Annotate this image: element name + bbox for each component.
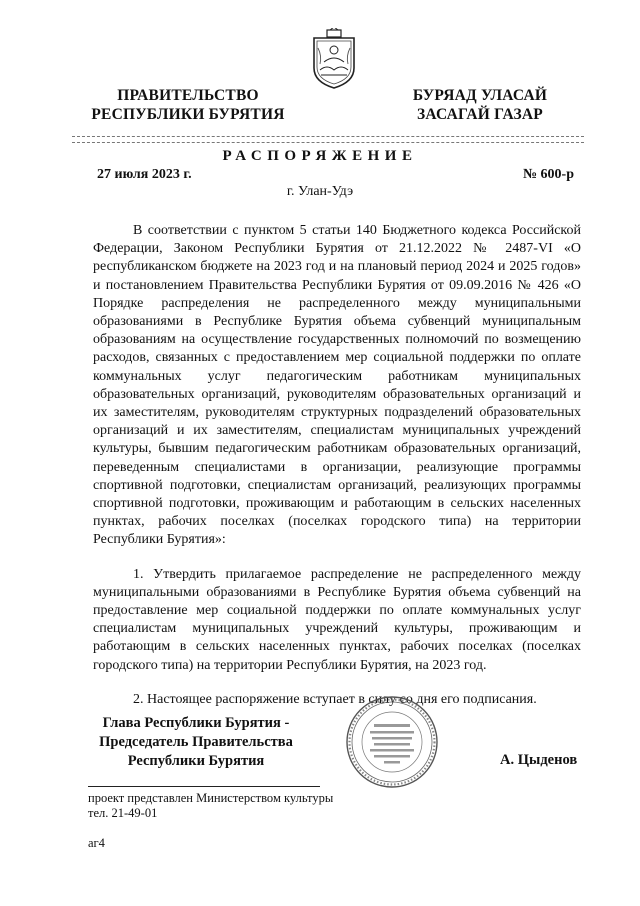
position-line-3: Республики Бурятия (127, 753, 265, 769)
item-1-paragraph: 1. Утвердить прилагаемое распределение не распределенного между муниципальными образованиями в Республике Бурятия объема субвенций на предоставление мер социальной поддержки по оплате коммунальных услуг специалистам муниципальных учреждений культуры, проживающим и работающим в сельских населенных пунктах, рабочих поселках (поселках городского типа) на территории Республики Бурятия, на 2023 год. (93, 566, 581, 673)
footer-note-line1: проект представлен Министерством культуры (88, 791, 334, 805)
position-line-2: Председатель Правительства (99, 734, 293, 750)
document-title: РАСПОРЯЖЕНИЕ (222, 148, 418, 164)
footer-divider (88, 786, 320, 787)
document-date: 27 июля 2023 г. (97, 167, 192, 182)
header-right-line1: БУРЯАД УЛАСАЙ (412, 87, 548, 104)
item-2-paragraph: 2. Настоящее распоряжение вступает в силу со дня его подписания. (133, 691, 537, 707)
official-seal-icon (344, 694, 440, 790)
document-code: аг4 (88, 836, 105, 850)
government-name-buryat (400, 86, 560, 124)
position-line-1: Глава Республики Бурятия - (102, 715, 290, 731)
document-number: № 600-р (522, 167, 574, 182)
footer-note (88, 791, 333, 821)
header-left-line2: РЕСПУБЛИКИ БУРЯТИЯ (91, 106, 285, 123)
signatory-name: А. Цыденов (500, 752, 578, 768)
government-name-russian (88, 86, 288, 124)
footer-note-line2: тел. 21-49-01 (88, 806, 158, 820)
preamble-paragraph: В соответствии с пунктом 5 статьи 140 Бюджетного кодекса Российской Федерации, Законом Республики Бурятия от 21.12.2022 № 2487-VI «О республиканском бюджете на 2023 год и на плановый период 2024 и 2025 годов» и постановлением Правительства Республики Бурятия от 09.09.2016 № 426 «О Порядке распределения не распределенного между муниципальными образованиями в Республике Бурятия объема субвенций муниципальным образованиям на осуществление государственных полномочий по возмещению расходов, связанных с предоставлением мер социальной поддержки по оплате коммунальных услуг педагогическим работникам муниципальных образовательных организаций, руководителям образовательных организаций и их заместителям, руководителям структурных подразделений образовательных организаций и их заместителям, специалистам муниципальных учреждений культуры, бывшим педагогическим работникам образовательных организаций, переведенным специалистами в организации, реализующие программы спортивной подготовки, специалистам организаций, реализующих программы спортивной подготовки, проживающим и работающим в сельских населенных пунктах, рабочих поселках (поселках городского типа) на территории Республики Бурятия»: (93, 223, 581, 548)
coat-of-arms-icon (310, 28, 358, 90)
document-city: г. Улан-Удэ (286, 184, 354, 199)
header-separator (72, 136, 584, 143)
header-left-line1: ПРАВИТЕЛЬСТВО (117, 87, 259, 104)
document-body (93, 222, 581, 709)
header-right-line2: ЗАСАГАЙ ГАЗАР (417, 106, 543, 123)
signatory-position (80, 714, 312, 771)
